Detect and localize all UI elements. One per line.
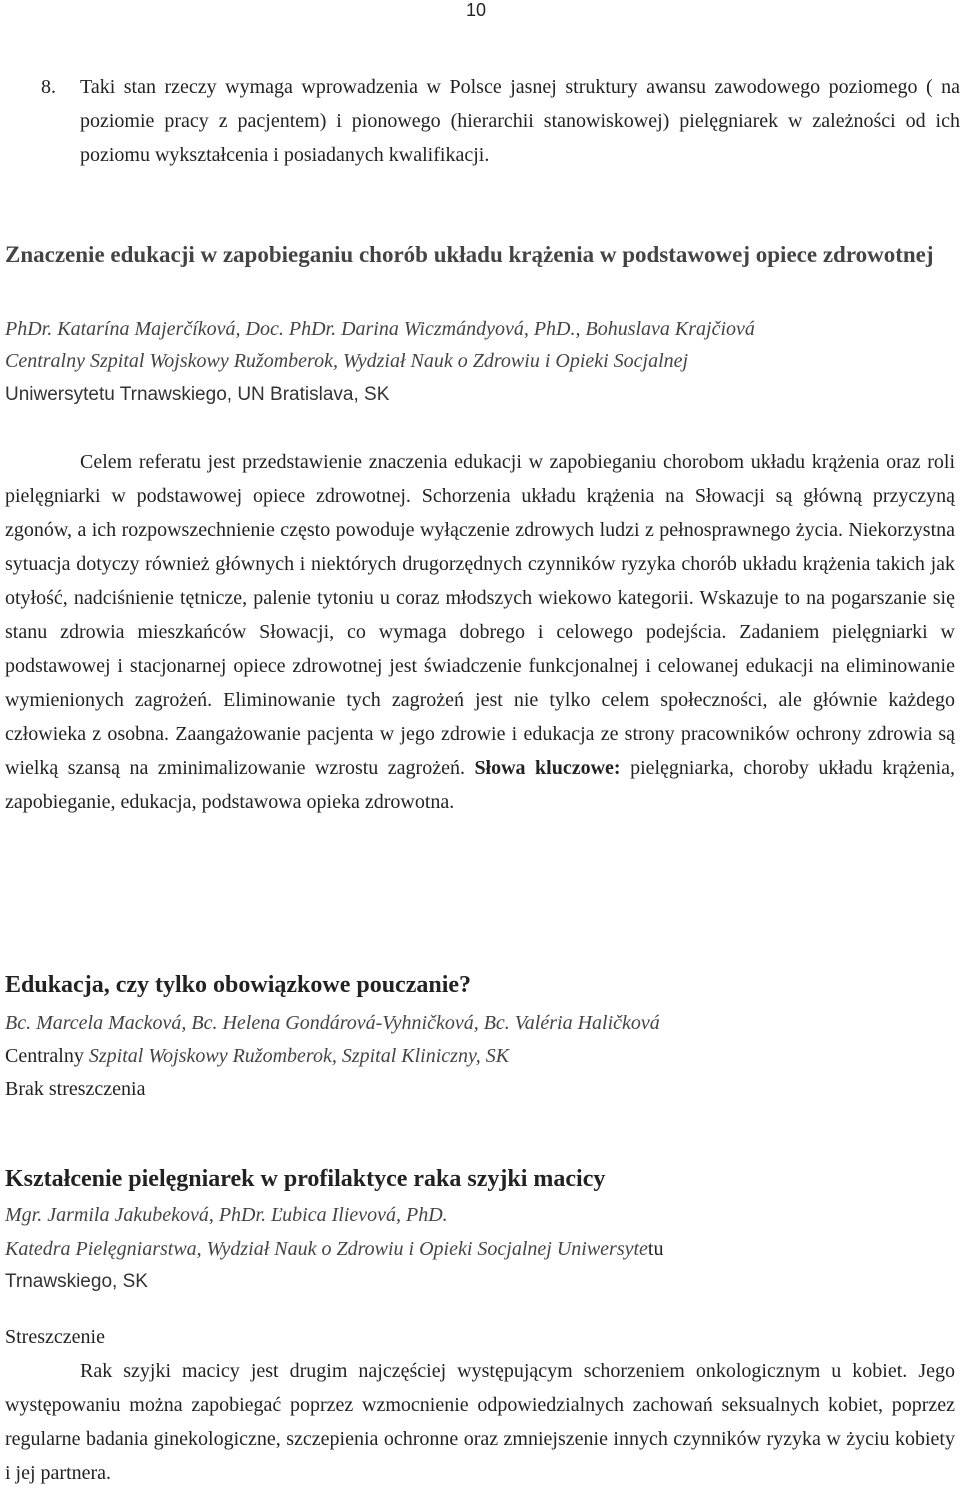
section3-title: Kształcenie pielęgniarek w profilaktyce raka szyjki macicy [5, 1166, 606, 1192]
page-number: 10 [466, 0, 487, 20]
section3-affiliation-italic: Katedra Pielęgniarstwa, Wydział Nauk o Zdrowiu i Opieki Socjalnej Uniwersyte [5, 1238, 648, 1260]
section2-note: Brak streszczenia [5, 1078, 146, 1100]
section3-abstract-label: Streszczenie [5, 1326, 105, 1348]
list-number: 8. [41, 76, 56, 98]
section3-affiliation-university: Trnawskiego, SK [5, 1271, 148, 1292]
section1-abstract-text: Celem referatu jest przedstawienie znaczenia edukacji w zapobieganiu chorobom układu krążenia oraz roli pielęgniarki w podstawowej opiece zdrowotnej. Schorzenia układu krążenia na Słowacji są główną przyczyną zgonów, a ich rozpowszechnienie często powoduje wyłączenie zdrowych ludzi z pełnosprawnego życia. Niekorzystna sytuacja dotyczy również głównych i niektórych drugorzędnych czynników ryzyka chorób układu krążenia takich jak otyłość, nadciśnienie tętnicze, palenie tytoniu u coraz młodszych wiekowo kategorii. Wskazuje to na pogarszanie się stanu zdrowia mieszkańców Słowacji, co wymaga dobrego i celowego podejścia. Zadaniem pielęgniarki w podstawowej i stacjonarnej opiece zdrowotnej jest świadczenie funkcjonalnej i celowanej edukacji na eliminowanie wymienionych zagrożeń. Eliminowanie tych zagrożeń jest nie tylko celem społeczności, ale głównie każdego człowieka z osobna. Zaangażowanie pacjenta w jego zdrowie i edukacja ze strony pracowników ochrony zdrowia są wielką szansą na zminimalizowanie wzrostu zagrożeń. [5, 451, 955, 779]
keywords-text: pielęgniarka, choroby układu krążenia, zapobieganie, edukacja, podstawowa opieka zdrowotna. [5, 757, 956, 813]
section2-affiliation [5, 1039, 955, 1073]
keywords-label: Słowa kluczowe: [474, 757, 621, 779]
section2-affiliation-prefix: Centralny [5, 1045, 89, 1067]
section3-authors: Mgr. Jarmila Jakubeková, PhDr. Ľubica Ilievová, PhD. [5, 1204, 448, 1226]
section3-abstract: Rak szyjki macicy jest drugim najczęściej występującym schorzeniem onkologicznym u kobiet. Jego występowaniu można zapobiegać poprzez wzmocnienie odpowiedzialnych zachowań seksualnych kobiet, poprzez regularne badania ginekologiczne, szczepienia ochronne oraz zmniejszenie innych czynników ryzyka w życiu kobiety i jej partnera. [5, 1360, 955, 1484]
section1-authors: PhDr. Katarína Majerčíková, Doc. PhDr. Darina Wiczmándyová, PhD., Bohuslava Krajčiová [5, 318, 755, 340]
section1-abstract [5, 445, 955, 819]
section3-affiliation-tail: tu [647, 1238, 664, 1260]
section1-affiliation-university: Uniwersytetu Trnawskiego, UN Bratislava, SK [5, 384, 390, 405]
section1-affiliation: Centralny Szpital Wojskowy Ružomberok, Wydział Nauk o Zdrowiu i Opieki Socjalnej [5, 350, 689, 372]
section2-authors: Bc. Marcela Macková, Bc. Helena Gondárová-Vyhničková, Bc. Valéria Haličková [5, 1012, 660, 1034]
list-item-text [80, 70, 960, 172]
section2-affiliation-italic: Szpital Wojskowy Ružomberok, Szpital Kliniczny, SK [88, 1045, 510, 1067]
section1-title: Znaczenie edukacji w zapobieganiu chorób układu krążenia w podstawowej opiece zdrowotnej [5, 242, 934, 267]
section3-affiliation [5, 1232, 955, 1266]
list-item-body: Taki stan rzeczy wymaga wprowadzenia w Polsce jasnej struktury awansu zawodowego poziomego ( na poziomie pracy z pacjentem) i pionowego (hierarchii stanowiskowej) pielęgniarek w zależności od ich poziomu wykształcenia i posiadanych kwalifikacji. [80, 76, 960, 166]
section2-title: Edukacja, czy tylko obowiązkowe pouczanie? [5, 972, 472, 998]
